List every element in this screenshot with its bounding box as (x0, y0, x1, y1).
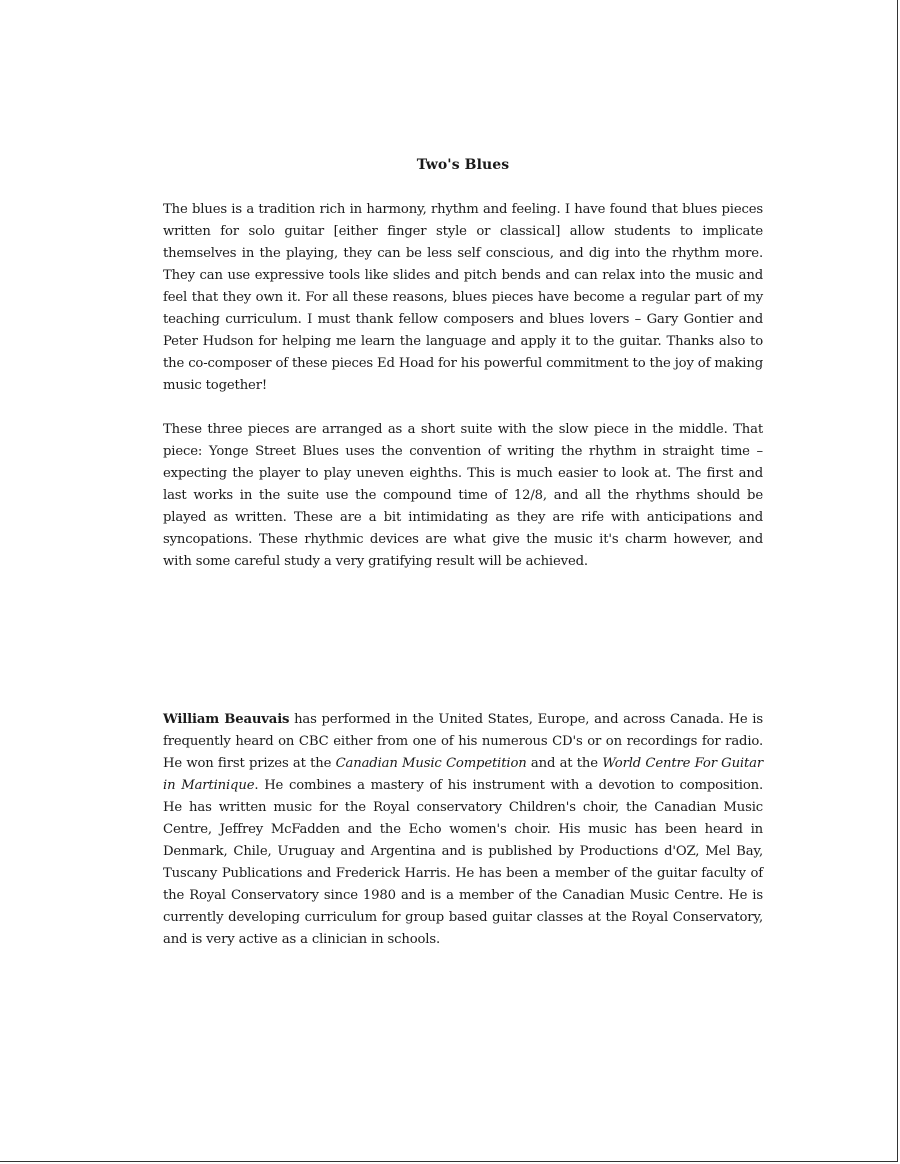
bio-award-1: Canadian Music Competition (335, 756, 527, 771)
bio-text-1: has performed in the United States, Europe, and across Canada. He is frequently heard on CBC either from one of his numerous CD's or on recordings for radio. He won first prizes at the (163, 712, 763, 771)
intro-paragraph: The blues is a tradition rich in harmony, rhythm and feeling. I have found that blues pieces written for solo guitar [either finger style or classical] allow students to implicate themselves in the playing, they can be less self conscious, and dig into the rhythm more. They can use expressive tools like slides and pitch bends and can relax into the music and feel that they own it. For all these reasons, blues pieces have become a regular part of my teaching curriculum. I must thank fellow composers and blues lovers – Gary Gontier and Peter Hudson for helping me learn the language and apply it to the guitar. Thanks also to the co-composer of these pieces Ed Hoad for his powerful commitment to the joy of making music together! (163, 202, 763, 393)
page-title: Two's Blues (416, 157, 510, 173)
bio-text-2: and at the (526, 756, 603, 771)
suite-paragraph: These three pieces are arranged as a short suite with the slow piece in the middle. That piece: Yonge Street Blues uses the convention of writing the rhythm in straight time – expecting the player to play uneven eighths. This is much easier to look at. The first and last works in the suite use the compound time of 12/8, and all the rhythms should be played as written. These are a bit intimidating as they are rife with anticipations and syncopations. These rhythmic devices are what give the music it's charm however, and with some careful study a very gratifying result will be achieved. (163, 422, 763, 569)
bio-name: William Beauvais (163, 712, 290, 727)
biography-paragraph (163, 709, 763, 951)
bio-award-2: World Centre For Guitar in Martinique (163, 756, 763, 793)
bio-text-3: . He combines a mastery of his instrument with a devotion to composition. He has written music for the Royal conservatory Children's choir, the Canadian Music Centre, Jeffrey McFadden and the Echo women's choir. His music has been heard in Denmark, Chile, Uruguay and Argentina and is published by Productions d'OZ, Mel Bay, Tuscany Publications and Frederick Harris. He has been a member of the guitar faculty of the Royal Conservatory since 1980 and is a member of the Canadian Music Centre. He is currently developing curriculum for group based guitar classes at the Royal Conservatory, and is very active as a clinician in schools. (163, 778, 764, 947)
